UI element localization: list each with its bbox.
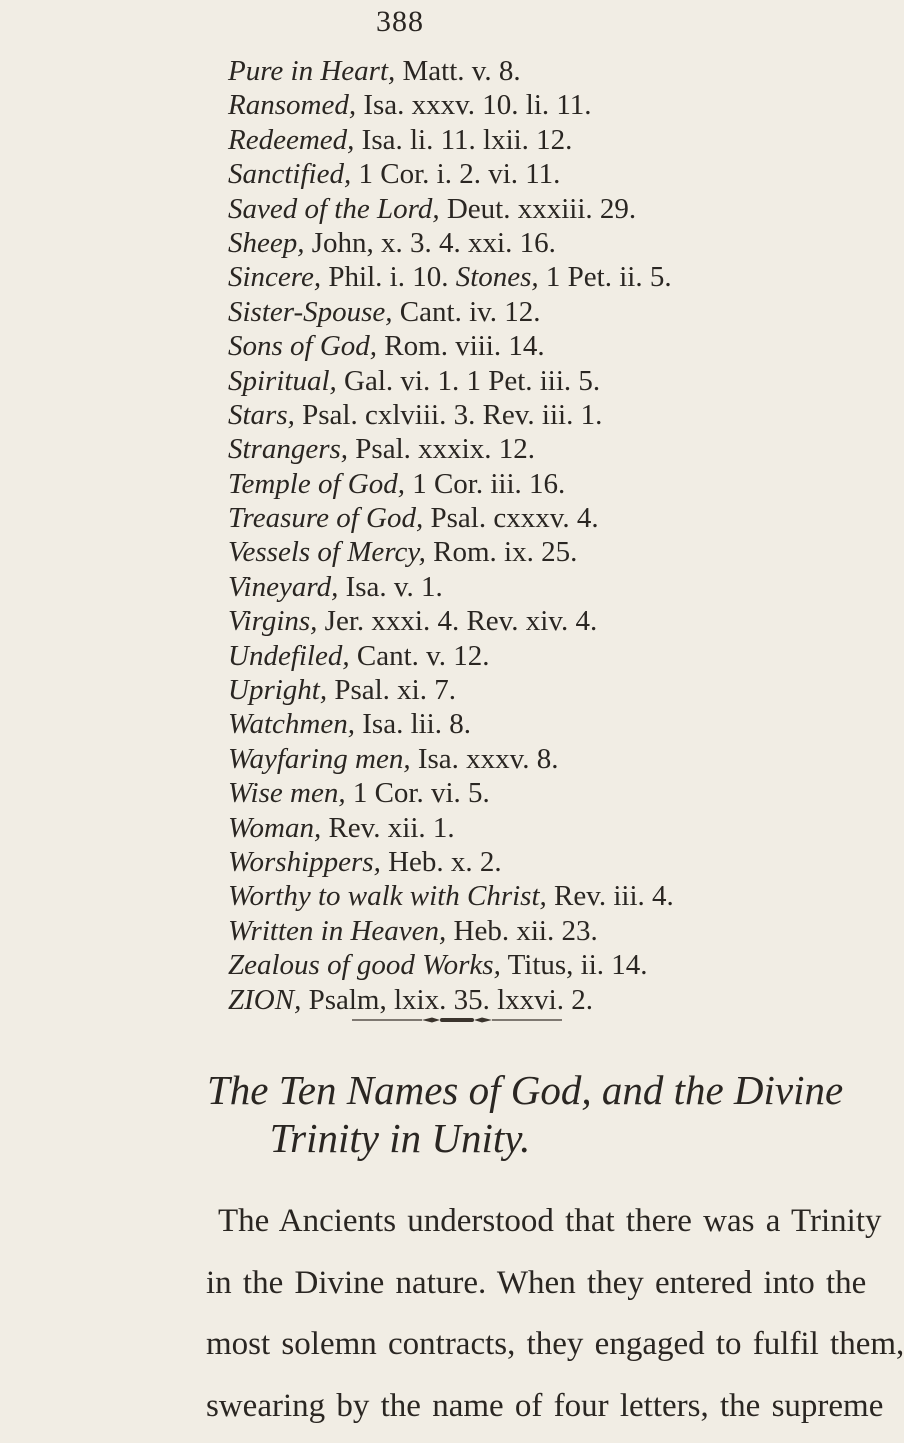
- name-entry: [228, 604, 798, 638]
- name-entry: [228, 157, 798, 191]
- entry-title: Vessels of Mercy,: [228, 536, 426, 569]
- entry-reference: Rev. iii. 4.: [554, 880, 674, 913]
- name-entry: [228, 398, 798, 432]
- entry-title: Wayfaring men,: [228, 742, 411, 775]
- entry-title: Wise men,: [228, 777, 346, 810]
- name-entry: [228, 501, 798, 535]
- name-entry: [228, 914, 798, 948]
- name-entry: [228, 364, 798, 398]
- entry-title: Sons of God,: [228, 330, 378, 363]
- entry-title: Written in Heaven,: [228, 914, 447, 947]
- name-entry: [228, 776, 798, 810]
- name-entry: [228, 123, 798, 157]
- entry-title: Redeemed,: [228, 123, 355, 156]
- entry-reference: Jer. xxxi. 4. Rev. xiv. 4.: [324, 605, 598, 638]
- name-entry: [228, 467, 798, 501]
- paragraph-line: in the Divine nature. When they entered into the: [206, 1264, 867, 1301]
- entry-reference: 1 Cor. i. 2. vi. 11.: [358, 158, 561, 191]
- entry-title: Virgins,: [228, 605, 318, 638]
- paragraph-line: swearing by the name of four letters, the supreme: [206, 1387, 884, 1424]
- entry-reference: Psal. xxxix. 12.: [355, 433, 535, 466]
- ornamental-rule: [352, 1016, 562, 1024]
- entry-title: Worshippers,: [228, 845, 381, 878]
- entry-reference: Isa. lii. 8.: [362, 708, 471, 741]
- entry-reference: John, x. 3. 4. xxi. 16.: [311, 226, 556, 259]
- entry-reference: Matt. v. 8.: [402, 55, 521, 87]
- section-paragraph: [206, 1191, 904, 1437]
- entry-title: Watchmen,: [228, 708, 355, 741]
- entry-title: Treasure of God,: [228, 502, 424, 535]
- entry-reference: Gal. vi. 1. 1 Pet. iii. 5.: [344, 364, 601, 397]
- name-entry: [228, 260, 798, 294]
- name-entry: [228, 432, 798, 466]
- name-entry: [228, 639, 798, 673]
- entry-title: Worthy to walk with Christ,: [228, 880, 547, 913]
- entry-title: Strangers,: [228, 433, 349, 466]
- name-entry: [228, 88, 798, 122]
- entry-reference: Psal. cxxxv. 4.: [430, 502, 599, 535]
- entry-title: ZION,: [228, 983, 302, 1016]
- entry-title: Pure in Heart,: [228, 55, 396, 87]
- paragraph-line: The Ancients understood that there was a Trinity: [218, 1203, 882, 1239]
- entry-reference: Psalm, lxix. 35. lxxvi. 2.: [308, 983, 593, 1016]
- entry-reference: Deut. xxxiii. 29.: [446, 192, 637, 225]
- entry-reference: Heb. x. 2.: [388, 845, 502, 878]
- entry-reference: Rev. xii. 1.: [328, 811, 455, 844]
- section-heading-line1: The Ten Names of God, and the Divine: [207, 1067, 844, 1113]
- entry-reference: Rom. ix. 25.: [433, 536, 578, 569]
- name-entry: [228, 845, 798, 879]
- entry-title: Undefiled,: [228, 639, 350, 672]
- name-entry: [228, 811, 798, 845]
- entry-title: Temple of God,: [228, 467, 405, 500]
- entry-reference: Isa. xxxv. 8.: [417, 742, 559, 775]
- entry-title: Upright,: [228, 674, 328, 707]
- entry-title: Spiritual,: [228, 364, 337, 397]
- section-heading-line2: Trinity in Unity.: [269, 1115, 531, 1161]
- entry-title: Zealous of good Works,: [228, 949, 501, 982]
- entry-reference: Isa. xxxv. 10. li. 11.: [363, 89, 592, 122]
- entry-title: Stars,: [228, 398, 295, 431]
- names-list: [228, 54, 798, 1017]
- entry-reference: Cant. iv. 12.: [399, 295, 541, 328]
- name-entry: [228, 570, 798, 604]
- entry-title: Sheep,: [228, 226, 305, 259]
- entry-title: Stones,: [455, 261, 539, 294]
- name-entry: [228, 879, 798, 913]
- name-entry: [228, 707, 798, 741]
- entry-title: Sincere,: [228, 261, 322, 294]
- entry-reference: Phil. i. 10.: [328, 261, 449, 294]
- entry-reference: Titus, ii. 14.: [507, 949, 648, 982]
- name-entry: [228, 673, 798, 707]
- name-entry: [228, 742, 798, 776]
- paragraph-line: most solemn contracts, they engaged to fulfil them,: [206, 1326, 904, 1362]
- name-entry: [228, 948, 798, 982]
- entry-reference: Isa. li. 11. lxii. 12.: [361, 123, 573, 156]
- entry-title: Sanctified,: [228, 158, 352, 191]
- entry-reference: Isa. v. 1.: [345, 570, 443, 603]
- entry-reference: Psal. xi. 7.: [334, 674, 456, 707]
- entry-reference: 1 Cor. vi. 5.: [352, 777, 490, 810]
- entry-title: Saved of the Lord,: [228, 192, 440, 225]
- name-entry: [228, 535, 798, 569]
- entry-title: Sister-Spouse,: [228, 295, 393, 328]
- name-entry: [228, 192, 798, 226]
- entry-reference: Psal. cxlviii. 3. Rev. iii. 1.: [302, 398, 603, 431]
- entry-title: Ransomed,: [228, 89, 357, 122]
- name-entry: [228, 983, 798, 1017]
- entry-title: Woman,: [228, 811, 322, 844]
- name-entry: [228, 54, 798, 88]
- name-entry: [228, 329, 798, 363]
- entry-reference: 1 Pet. ii. 5.: [545, 261, 672, 294]
- entry-reference: 1 Cor. iii. 16.: [412, 467, 566, 500]
- entry-reference: Rom. viii. 14.: [384, 330, 545, 363]
- name-entry: [228, 226, 798, 260]
- name-entry: [228, 295, 798, 329]
- entry-title: Vineyard,: [228, 570, 339, 603]
- page-number: 388: [376, 5, 424, 38]
- entry-reference: Cant. v. 12.: [356, 639, 490, 672]
- entry-reference: Heb. xii. 23.: [453, 914, 598, 947]
